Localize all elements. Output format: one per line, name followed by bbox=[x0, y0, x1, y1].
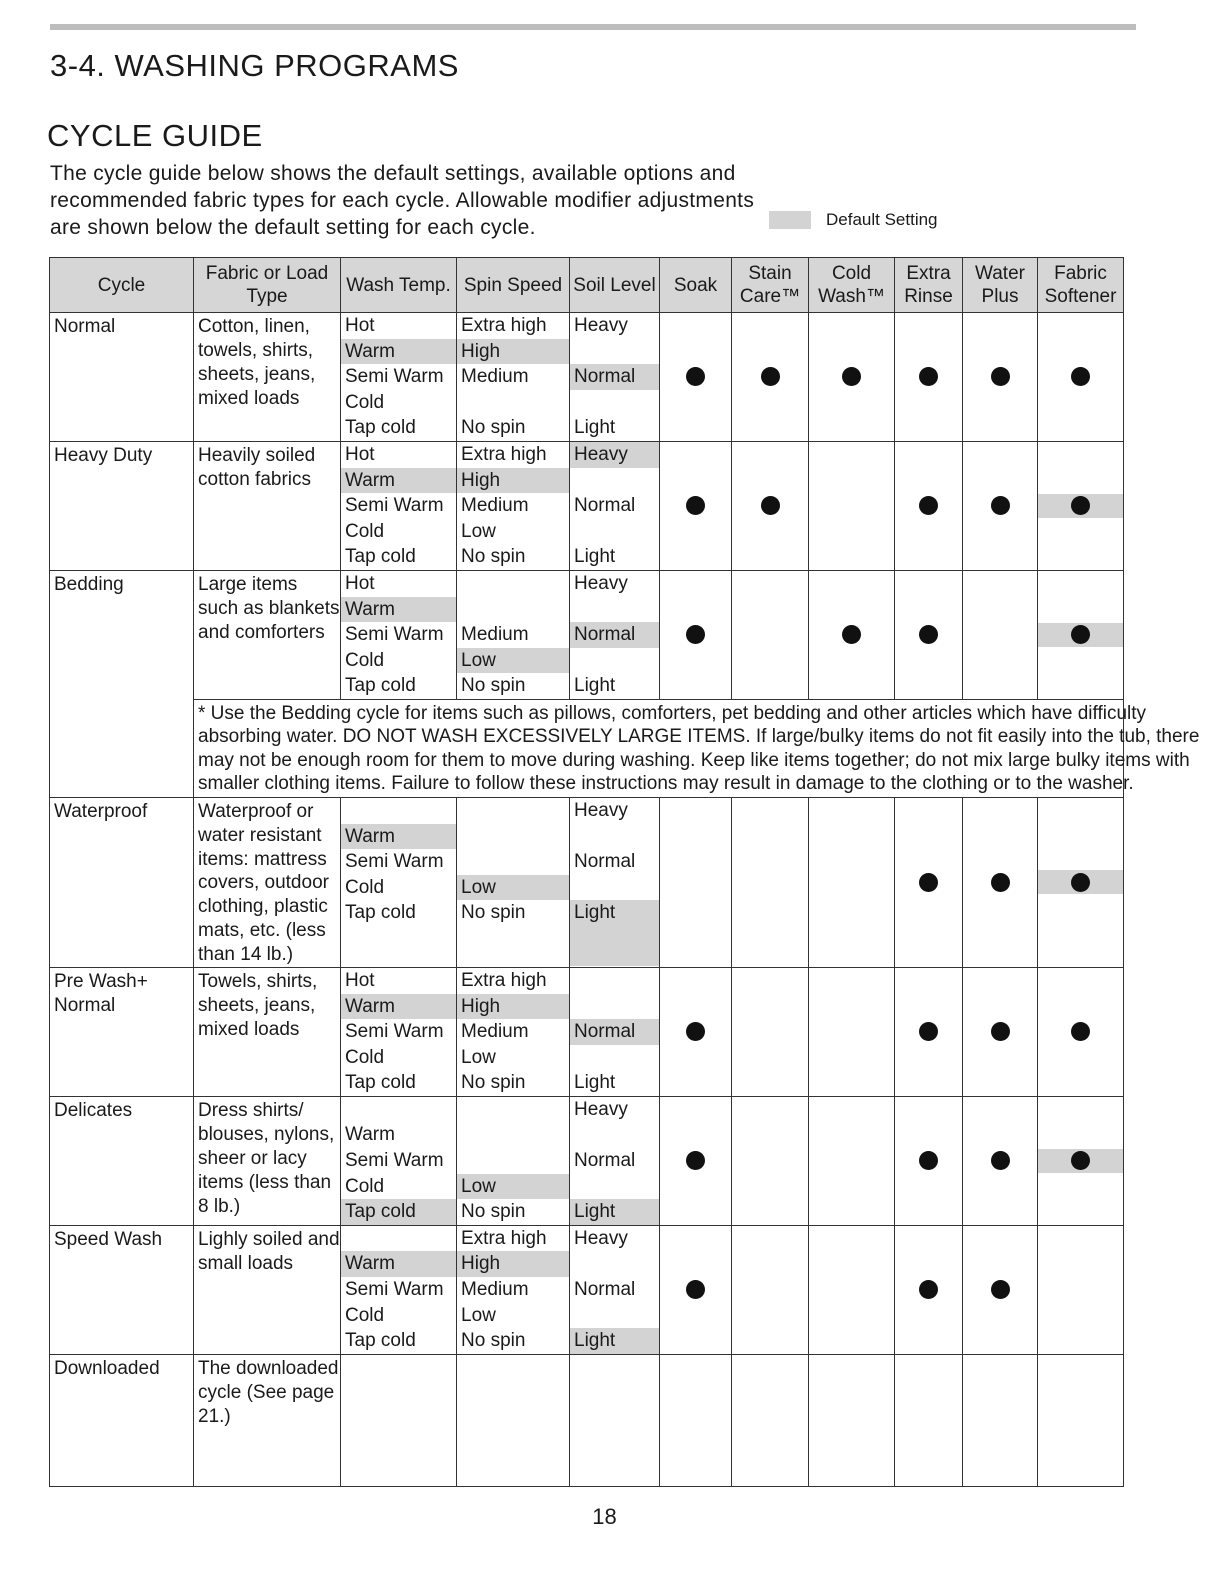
cycle-name: Speed Wash bbox=[50, 1225, 194, 1354]
wash-temp-options bbox=[341, 570, 457, 699]
option-line bbox=[570, 1251, 659, 1277]
option-line: Medium bbox=[461, 624, 529, 646]
default-dot-icon bbox=[1071, 496, 1090, 515]
row-speed-wash bbox=[50, 1225, 1124, 1354]
option-line: Low bbox=[461, 520, 496, 542]
option-line bbox=[570, 597, 659, 623]
available-dot-icon bbox=[686, 1151, 705, 1170]
option-line: Normal bbox=[574, 495, 636, 517]
header-water-plus: Water Plus bbox=[963, 258, 1038, 313]
header-soil-level: Soil Level bbox=[570, 258, 660, 313]
option-line: Light bbox=[570, 1328, 659, 1354]
option-line: Cold bbox=[345, 649, 385, 671]
option-line bbox=[457, 390, 569, 416]
cycle-name: Delicates bbox=[50, 1096, 194, 1225]
fabric-softener-cell bbox=[1038, 313, 1124, 442]
row-prewash-normal bbox=[50, 967, 1124, 1096]
option-line: No spin bbox=[461, 1330, 526, 1352]
wash-temp-options bbox=[341, 1225, 457, 1354]
available-dot-icon bbox=[761, 367, 780, 386]
option-line: Tap cold bbox=[345, 1330, 416, 1352]
available-dot-icon bbox=[1071, 1022, 1090, 1041]
header-fabric: Fabric or Load Type bbox=[194, 258, 341, 313]
option-line: Heavy bbox=[570, 442, 659, 468]
option-line: Tap cold bbox=[345, 546, 416, 568]
option-line: Hot bbox=[345, 443, 375, 465]
option-line bbox=[457, 798, 569, 824]
option-line: Warm bbox=[341, 1251, 456, 1277]
soak-cell bbox=[660, 797, 732, 967]
available-dot-icon bbox=[991, 1280, 1010, 1299]
spin-speed-options bbox=[457, 1225, 570, 1354]
option-line bbox=[570, 339, 659, 365]
option-line: Semi Warm bbox=[345, 495, 444, 517]
option-line bbox=[341, 1226, 456, 1252]
soil-level-options bbox=[570, 1096, 660, 1225]
available-dot-icon bbox=[842, 625, 861, 644]
available-dot-icon bbox=[1071, 367, 1090, 386]
option-line: Extra high bbox=[461, 315, 547, 336]
fabric-softener-cell bbox=[1038, 967, 1124, 1096]
available-dot-icon bbox=[919, 367, 938, 386]
stain-care-cell bbox=[732, 1354, 809, 1486]
option-line: Light bbox=[574, 417, 616, 439]
option-line: Tap cold bbox=[345, 417, 416, 439]
option-line: Light bbox=[574, 546, 616, 568]
soil-level-options bbox=[570, 1354, 660, 1486]
water-plus-cell bbox=[963, 1354, 1038, 1486]
option-line: Light bbox=[570, 900, 659, 966]
option-line: No spin bbox=[461, 902, 526, 924]
option-line: Hot bbox=[345, 572, 375, 594]
header-fabric-softener: Fabric Softener bbox=[1038, 258, 1124, 313]
option-line bbox=[457, 1122, 569, 1148]
header-spin-speed: Spin Speed bbox=[457, 258, 570, 313]
wash-temp-options bbox=[341, 1354, 457, 1486]
option-line bbox=[570, 519, 659, 545]
stain-care-cell bbox=[732, 441, 809, 570]
row-delicates bbox=[50, 1096, 1124, 1225]
option-line: Cold bbox=[345, 876, 385, 898]
option-line: Semi Warm bbox=[345, 1021, 444, 1043]
option-line bbox=[341, 798, 456, 824]
cold-wash-cell bbox=[809, 441, 895, 570]
option-line bbox=[570, 875, 659, 901]
option-line: Cold bbox=[345, 1304, 385, 1326]
option-line: Normal bbox=[574, 851, 636, 873]
stain-care-cell bbox=[732, 313, 809, 442]
fabric-type: Large items such as blankets and comforters bbox=[194, 570, 341, 699]
guide-title: CYCLE GUIDE bbox=[47, 118, 263, 153]
row-bedding-note bbox=[50, 699, 1124, 797]
available-dot-icon bbox=[919, 1022, 938, 1041]
section-title: 3-4. WASHING PROGRAMS bbox=[50, 48, 459, 83]
option-line: Extra high bbox=[461, 969, 547, 991]
fabric-type: The downloaded cycle (See page 21.) bbox=[194, 1354, 341, 1486]
available-dot-icon bbox=[919, 1151, 938, 1170]
option-line: Heavy bbox=[574, 1227, 628, 1249]
wash-temp-options bbox=[341, 797, 457, 967]
available-dot-icon bbox=[761, 496, 780, 515]
top-rule bbox=[50, 24, 1136, 30]
cold-wash-cell bbox=[809, 797, 895, 967]
extra-rinse-cell bbox=[895, 570, 963, 699]
default-dot-icon bbox=[1071, 873, 1090, 892]
wash-temp-options bbox=[341, 967, 457, 1096]
available-dot-icon bbox=[919, 496, 938, 515]
soak-cell bbox=[660, 1354, 732, 1486]
water-plus-cell bbox=[963, 797, 1038, 967]
option-line: Normal bbox=[574, 1279, 636, 1301]
soil-level-options bbox=[570, 967, 660, 1096]
spin-speed-options bbox=[457, 313, 570, 442]
option-line: Tap cold bbox=[345, 675, 416, 697]
water-plus-cell bbox=[963, 570, 1038, 699]
option-line: Light bbox=[574, 675, 616, 697]
cold-wash-cell bbox=[809, 1096, 895, 1225]
cycle-name: Normal bbox=[50, 313, 194, 442]
extra-rinse-cell bbox=[895, 1225, 963, 1354]
option-line: Heavy bbox=[574, 315, 628, 336]
soil-level-options bbox=[570, 441, 660, 570]
available-dot-icon bbox=[991, 873, 1010, 892]
water-plus-cell bbox=[963, 1096, 1038, 1225]
wash-temp-options bbox=[341, 1096, 457, 1225]
cycle-name: Waterproof bbox=[50, 797, 194, 967]
available-dot-icon bbox=[919, 625, 938, 644]
cycle-name: Downloaded bbox=[50, 1354, 194, 1486]
spin-speed-options bbox=[457, 1096, 570, 1225]
option-line: Hot bbox=[345, 969, 375, 991]
option-line: Normal bbox=[570, 622, 659, 648]
option-line: Low bbox=[457, 1174, 569, 1200]
cold-wash-cell bbox=[809, 313, 895, 442]
available-dot-icon bbox=[686, 1022, 705, 1041]
extra-rinse-cell bbox=[895, 1096, 963, 1225]
soil-level-options bbox=[570, 313, 660, 442]
header-soak: Soak bbox=[660, 258, 732, 313]
option-line: No spin bbox=[461, 546, 526, 568]
option-line: Tap cold bbox=[345, 1072, 416, 1094]
option-line bbox=[570, 1174, 659, 1200]
fabric-type: Heavily soiled cotton fabrics bbox=[194, 441, 341, 570]
option-line: Medium bbox=[461, 1021, 529, 1043]
water-plus-cell bbox=[963, 313, 1038, 442]
water-plus-cell bbox=[963, 441, 1038, 570]
option-line bbox=[570, 648, 659, 674]
fabric-softener-cell bbox=[1038, 1354, 1124, 1486]
cold-wash-cell bbox=[809, 1354, 895, 1486]
option-line: Medium bbox=[461, 495, 529, 517]
option-line bbox=[457, 1148, 569, 1174]
option-line bbox=[457, 1097, 569, 1123]
option-line: Tap cold bbox=[345, 902, 416, 924]
soak-cell bbox=[660, 967, 732, 1096]
fabric-softener-cell bbox=[1038, 797, 1124, 967]
option-line: No spin bbox=[461, 1072, 526, 1094]
option-line: Semi Warm bbox=[345, 1279, 444, 1301]
header-wash-temp: Wash Temp. bbox=[341, 258, 457, 313]
option-line: Warm bbox=[341, 468, 456, 494]
option-line: Normal bbox=[574, 1150, 636, 1172]
option-line: Extra high bbox=[461, 443, 547, 465]
water-plus-cell bbox=[963, 967, 1038, 1096]
option-line: High bbox=[457, 994, 569, 1020]
option-line bbox=[570, 824, 659, 850]
available-dot-icon bbox=[686, 625, 705, 644]
option-line bbox=[570, 994, 659, 1020]
cold-wash-cell bbox=[809, 570, 895, 699]
extra-rinse-cell bbox=[895, 967, 963, 1096]
available-dot-icon bbox=[991, 1151, 1010, 1170]
fabric-type: Cotton, linen, towels, shirts, sheets, jeans, mixed loads bbox=[194, 313, 341, 442]
spin-speed-options bbox=[457, 441, 570, 570]
water-plus-cell bbox=[963, 1225, 1038, 1354]
soak-cell bbox=[660, 1225, 732, 1354]
option-line bbox=[570, 968, 659, 994]
option-line: Warm bbox=[341, 824, 456, 850]
option-line bbox=[457, 571, 569, 597]
option-line bbox=[570, 1045, 659, 1071]
option-line bbox=[570, 390, 659, 416]
available-dot-icon bbox=[991, 496, 1010, 515]
stain-care-cell bbox=[732, 570, 809, 699]
option-line: Low bbox=[461, 1304, 496, 1326]
extra-rinse-cell bbox=[895, 797, 963, 967]
spin-speed-options bbox=[457, 797, 570, 967]
soil-level-options bbox=[570, 1225, 660, 1354]
option-line: Low bbox=[461, 1046, 496, 1068]
stain-care-cell bbox=[732, 797, 809, 967]
fabric-softener-cell bbox=[1038, 1096, 1124, 1225]
legend-label: Default Setting bbox=[826, 210, 938, 229]
cycle-name: Pre Wash+ Normal bbox=[50, 967, 194, 1096]
row-bedding bbox=[50, 570, 1124, 699]
option-line: High bbox=[457, 1251, 569, 1277]
soak-cell bbox=[660, 313, 732, 442]
available-dot-icon bbox=[991, 367, 1010, 386]
option-line bbox=[457, 597, 569, 623]
soil-level-options bbox=[570, 797, 660, 967]
option-line: Semi Warm bbox=[345, 366, 444, 388]
spin-speed-options bbox=[457, 967, 570, 1096]
option-line: Low bbox=[457, 875, 569, 901]
soil-level-options bbox=[570, 570, 660, 699]
available-dot-icon bbox=[686, 367, 705, 386]
extra-rinse-cell bbox=[895, 441, 963, 570]
fabric-type: Waterproof or water resistant items: mattress covers, outdoor clothing, plastic mats, etc. (less than 14 lb.) bbox=[194, 797, 341, 967]
extra-rinse-cell bbox=[895, 313, 963, 442]
option-line: Light bbox=[570, 1199, 659, 1225]
available-dot-icon bbox=[686, 496, 705, 515]
legend bbox=[769, 210, 938, 230]
wash-temp-options bbox=[341, 441, 457, 570]
option-line: Cold bbox=[345, 520, 385, 542]
cycle-name: Bedding bbox=[50, 570, 194, 797]
wash-temp-options bbox=[341, 313, 457, 442]
option-line: Semi Warm bbox=[345, 624, 444, 646]
option-line: High bbox=[457, 339, 569, 365]
header-stain-care: Stain Care™ bbox=[732, 258, 809, 313]
option-line: Semi Warm bbox=[345, 1150, 444, 1172]
option-line bbox=[457, 849, 569, 875]
header-extra-rinse: Extra Rinse bbox=[895, 258, 963, 313]
row-downloaded bbox=[50, 1354, 1124, 1486]
option-line: Heavy bbox=[574, 799, 628, 821]
fabric-softener-cell bbox=[1038, 1225, 1124, 1354]
default-dot-icon bbox=[1071, 625, 1090, 644]
intro-text: The cycle guide below shows the default settings, available options and recommended fabric types for each cycle. Allowable modifier adjustments are shown below the default setting for each cycle. bbox=[50, 162, 755, 239]
available-dot-icon bbox=[919, 1280, 938, 1299]
option-line: Extra high bbox=[461, 1227, 547, 1249]
spin-speed-options bbox=[457, 570, 570, 699]
option-line: Warm bbox=[345, 1124, 395, 1146]
row-heavy-duty bbox=[50, 441, 1124, 570]
default-dot-icon bbox=[1071, 1151, 1090, 1170]
fabric-type: Lighly soiled and small loads bbox=[194, 1225, 341, 1354]
legend-swatch bbox=[769, 211, 811, 229]
soak-cell bbox=[660, 1096, 732, 1225]
option-line bbox=[457, 824, 569, 850]
option-line: Tap cold bbox=[341, 1199, 456, 1225]
soak-cell bbox=[660, 441, 732, 570]
row-normal bbox=[50, 313, 1124, 442]
option-line: Semi Warm bbox=[345, 851, 444, 873]
cycle-name: Heavy Duty bbox=[50, 441, 194, 570]
header-cycle: Cycle bbox=[50, 258, 194, 313]
option-line: Cold bbox=[345, 1175, 385, 1197]
available-dot-icon bbox=[686, 1280, 705, 1299]
option-line: No spin bbox=[461, 675, 526, 697]
option-line: Warm bbox=[341, 339, 456, 365]
option-line: No spin bbox=[461, 417, 526, 439]
stain-care-cell bbox=[732, 967, 809, 1096]
option-line: High bbox=[457, 468, 569, 494]
available-dot-icon bbox=[991, 1022, 1010, 1041]
option-line bbox=[341, 1097, 456, 1123]
option-line: Hot bbox=[345, 315, 375, 336]
cycle-guide-table bbox=[49, 257, 1200, 1487]
option-line: Warm bbox=[341, 597, 456, 623]
available-dot-icon bbox=[842, 367, 861, 386]
option-line: Cold bbox=[345, 1046, 385, 1068]
option-line: Low bbox=[457, 648, 569, 674]
header-cold-wash: Cold Wash™ bbox=[809, 258, 895, 313]
soak-cell bbox=[660, 570, 732, 699]
fabric-softener-cell bbox=[1038, 570, 1124, 699]
option-line bbox=[570, 1303, 659, 1329]
option-line: Heavy bbox=[574, 1098, 628, 1120]
option-line: No spin bbox=[461, 1201, 526, 1223]
fabric-softener-cell bbox=[1038, 441, 1124, 570]
option-line: Heavy bbox=[574, 572, 628, 594]
header-row bbox=[50, 258, 1124, 313]
option-line: Medium bbox=[461, 1279, 529, 1301]
option-line: Cold bbox=[345, 391, 385, 413]
option-line: Normal bbox=[570, 1019, 659, 1045]
option-line: Medium bbox=[461, 366, 529, 388]
fabric-type: Dress shirts/ blouses, nylons, sheer or lacy items (less than 8 lb.) bbox=[194, 1096, 341, 1225]
option-line: Normal bbox=[570, 364, 659, 390]
spin-speed-options bbox=[457, 1354, 570, 1486]
available-dot-icon bbox=[919, 873, 938, 892]
fabric-type: Towels, shirts, sheets, jeans, mixed loads bbox=[194, 967, 341, 1096]
option-line bbox=[570, 1122, 659, 1148]
row-waterproof bbox=[50, 797, 1124, 967]
stain-care-cell bbox=[732, 1096, 809, 1225]
page-number: 18 bbox=[592, 1504, 617, 1529]
extra-rinse-cell bbox=[895, 1354, 963, 1486]
option-line bbox=[570, 468, 659, 494]
stain-care-cell bbox=[732, 1225, 809, 1354]
option-line: Warm bbox=[341, 994, 456, 1020]
option-line: Light bbox=[574, 1072, 616, 1094]
cold-wash-cell bbox=[809, 1225, 895, 1354]
bedding-note: * Use the Bedding cycle for items such as pillows, comforters, pet bedding and other articles which have difficulty absorbing water. DO NOT WASH EXCESSIVELY LARGE ITEMS. If large/bulky items do not fit easily into the tub, there may not be enough room for them to move during washing. Keep like items together; do not mix large bulky items with smaller clothing items. Failure to follow these instructions may result in damage to the clothing or to the washer. bbox=[194, 699, 1124, 797]
cold-wash-cell bbox=[809, 967, 895, 1096]
